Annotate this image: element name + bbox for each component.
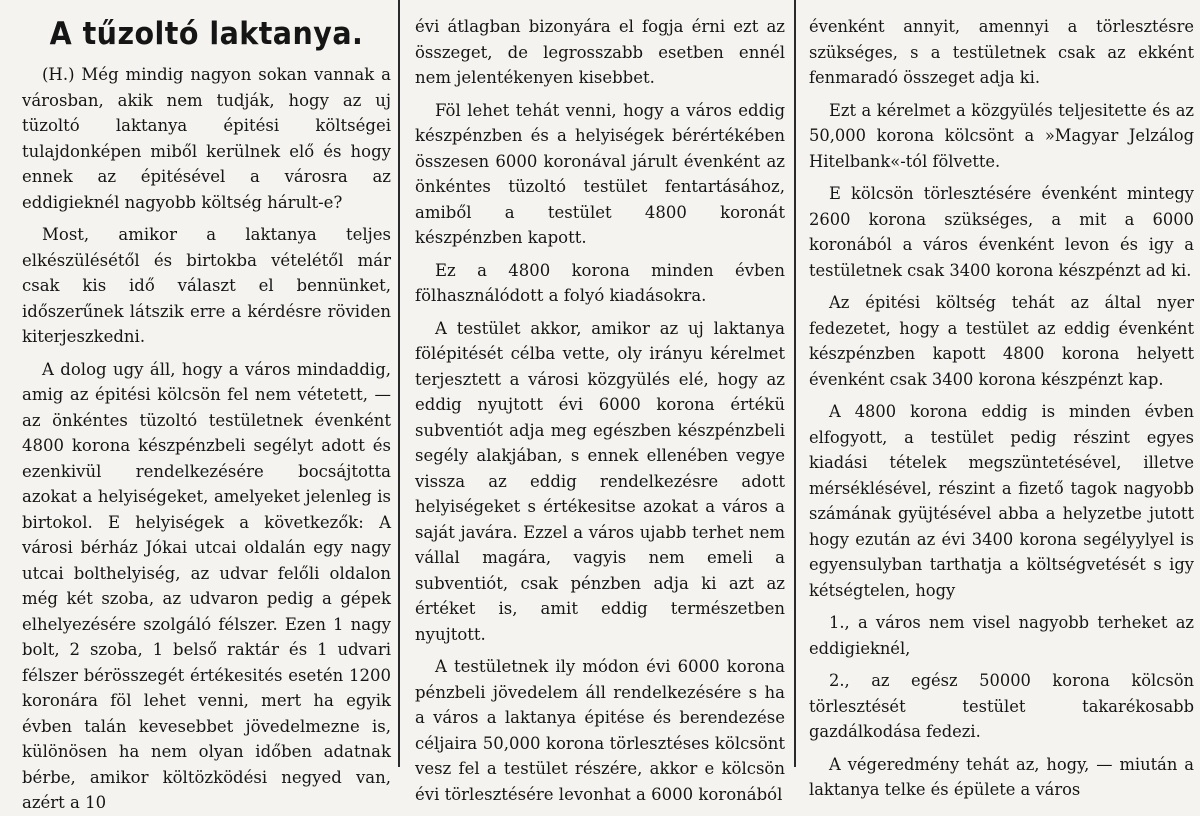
- paragraph: Az épitési költség tehát az által nyer fedezetet, hogy a testület az eddig évenként készpénzben kapott 4800 korona helyett évenként csak 3400 korona készpénzt kap.: [809, 293, 1194, 389]
- paragraph: Ez a 4800 korona minden évben fölhasználódott a folyó kiadásokra.: [415, 260, 785, 305]
- paragraph: évi átlagban bizonyára el fogja érni ezt az összeget, de legrosszabb esetben ennél nem jelentékenyen kisebbet.: [415, 17, 785, 87]
- paragraph: Ezt a kérelmet a közgyülés teljesitette és az 50,000 korona kölcsönt a »Magyar Jelzálog Hitelbank«-tól fölvette.: [809, 100, 1194, 171]
- list-item: 2., az egész 50000 korona kölcsön törlesztését testület takarékosabb gazdálkodása fedezi.: [809, 671, 1194, 741]
- column-1: [0, 0, 397, 812]
- paragraph: A dolog ugy áll, hogy a város mindaddig, amig az épitési kölcsön fel nem vétetett, — az önkéntes tüzoltó testületnek évenként 4800 korona készpénzbeli segélyt adott és ezenkivül rendelkezésére bocsájtotta azokat a helyiségeket, amelyeket jelenleg is birtokol. E helyiségek a következők: A városi bérház Jókai utcai oldalán egy nagy utcai bolthelyiség, az udvar felőli oldalon még két szoba, az udvaron pedig a gépek elhelyezésére szolgáló félszer. Ezen 1 nagy bolt, 2 szoba, 1 belső raktár és 1 udvari félszer bérösszegét értékesités esetén 1200 koronára föl lehet venni, mert ha egyik évben talán kevesebbet jövedelmezne is, különösen ha nem olyan időben adatnak bérbe, amikor költözködési negyed van, azért a 10: [22, 359, 391, 812]
- paragraph: A testület akkor, amikor az uj laktanya fölépitését célba vette, oly irányu kérelmet terjesztett a városi közgyülés elé, hogy az eddig nyujtott évi 6000 korona értékü subventiót adja meg egészben készpénzbeli segély alakjában, s ennek ellenében vegye vissza az eddig rendelkezésre adott helyiségeket s értékesitse azokat a város a saját javára. Ezzel a város ujabb terhet nem vállal magára, vagyis nem emeli a subventiót, csak pénzben adja ki azt az értéket is, amit eddig természetben nyujtott.: [415, 318, 785, 644]
- paragraph: A 4800 korona eddig is minden évben elfogyott, a testület pedig részint egyes kiadási tételek megszüntetésével, illetve mérséklésével, részint a fizető tagok nagyobb számának gyüjtésével abba a helyzetbe jutott hogy ezután az évi 3400 korona segélyylyel is egyensulyban tarthatja a költségvetését s igy kétségtelen, hogy: [809, 402, 1194, 600]
- paragraph: évenként annyit, amennyi a törlesztésre szükséges, s a testületnek csak az ekként fenmaradó összeget adja ki.: [809, 17, 1194, 87]
- column-divider: [398, 0, 400, 767]
- paragraph: (H.) Még mindig nagyon sokan vannak a városban, akik nem tudják, hogy az uj tüzoltó laktanya épitési költségei tulajdonképen miből kerülnek elő és hogy ennek az épitésével a városra az eddigieknél nagyobb költség hárult-e?: [22, 65, 391, 212]
- paragraph: Most, amikor a laktanya teljes elkészülésétől és birtokba vételétől már csak kis idő választ el bennünket, időszerűnek látszik erre a kérdésre röviden kiterjeszkedni.: [22, 225, 391, 346]
- paragraph: A végeredmény tehát az, hogy, — miután a laktanya telke és épülete a város: [809, 754, 1194, 799]
- paragraph: Föl lehet tehát venni, hogy a város eddig készpénzben és a helyiségek bérértékében összesen 6000 koronával járult évenként az önkéntes tüzoltó testület fentartásához, amiből a testület 4800 koronát készpénzben kapott.: [415, 100, 785, 247]
- article-title: A tűzoltó laktanya.: [49, 16, 364, 52]
- column-3: [797, 0, 1200, 799]
- list-item: 1., a város nem visel nagyobb terheket az eddigieknél,: [809, 613, 1194, 658]
- paragraph: E kölcsön törlesztésére évenként mintegy 2600 korona szükséges, a mit a 6000 koronából a város évenként levon és igy a testületnek csak 3400 korona készpénzt ad ki.: [809, 184, 1194, 280]
- column-divider: [794, 0, 796, 767]
- column-2: [401, 0, 793, 804]
- paragraph: A testületnek ily módon évi 6000 korona pénzbeli jövedelem áll rendelkezésére s ha a város a laktanya épitése és berendezése céljaira 50,000 korona törlesztéses kölcsönt vesz fel a testület részére, akkor e kölcsön évi törlesztésére levonhat a 6000 koronából: [415, 657, 785, 804]
